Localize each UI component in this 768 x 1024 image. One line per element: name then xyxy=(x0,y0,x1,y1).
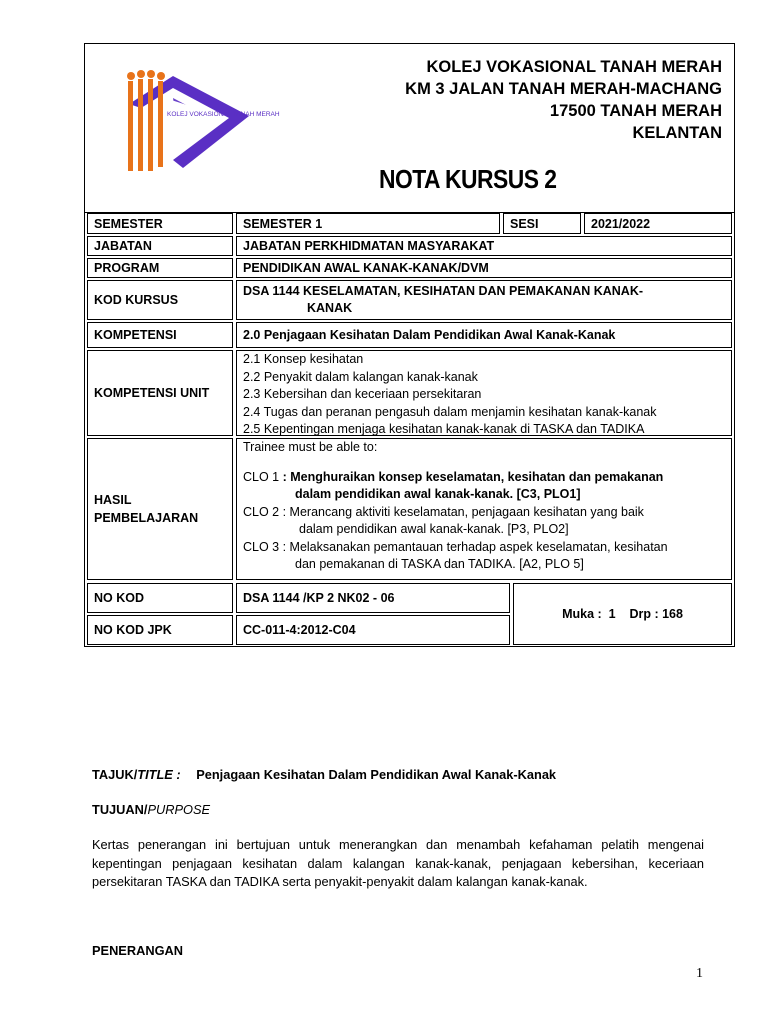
kod-kursus-value xyxy=(236,280,732,320)
list-item: 2.4 Tugas dan peranan pengasuh dalam menjamin kesihatan kanak-kanak xyxy=(243,404,657,419)
kompetensi-unit-label: KOMPETENSI UNIT xyxy=(87,350,233,436)
hasil-label-line-1: HASIL xyxy=(94,493,132,507)
college-street: KM 3 JALAN TANAH MERAH-MACHANG xyxy=(405,80,722,98)
college-state: KELANTAN xyxy=(632,124,722,142)
list-item: 2.2 Penyakit dalam kalangan kanak-kanak xyxy=(243,369,478,384)
program-value: PENDIDIKAN AWAL KANAK-KANAK/DVM xyxy=(236,258,732,278)
tajuk-line xyxy=(92,767,704,782)
sesi-value: 2021/2022 xyxy=(584,213,732,234)
kompetensi-unit-list xyxy=(236,350,732,436)
semester-label: SEMESTER xyxy=(87,213,233,234)
header xyxy=(85,44,734,213)
page-title: NOTA KURSUS 2 xyxy=(379,164,557,194)
program-label: PROGRAM xyxy=(87,258,233,278)
kod-kursus-line-1: DSA 1144 KESELAMATAN, KESIHATAN DAN PEMAKANAN KANAK- xyxy=(243,284,644,298)
tajuk-label: TAJUK/ xyxy=(92,767,138,782)
clo3-line-1: CLO 3 : Melaksanakan pemantauan terhadap aspek keselamatan, kesihatan xyxy=(243,539,668,554)
kod-kursus-line-2: KANAK xyxy=(307,301,353,315)
jabatan-label: JABATAN xyxy=(87,236,233,256)
clo2-line-1: CLO 2 : Merancang aktiviti keselamatan, penjagaan kesihatan yang baik xyxy=(243,504,644,519)
page-count: Muka : 1 Drp : 168 xyxy=(513,583,732,645)
no-kod-jpk-label: NO KOD JPK xyxy=(87,615,233,645)
clo1 xyxy=(243,469,725,487)
hasil-intro: Trainee must be able to: xyxy=(243,440,378,454)
college-logo xyxy=(119,64,280,174)
clo3-line-2: dan pemakanan di TASKA dan TADIKA. [A2, PLO 5] xyxy=(295,557,584,571)
purpose-paragraph: Kertas penerangan ini bertujuan untuk menerangkan dan menambah kefahaman pelatih mengenai kepentingan penjagaan kesihatan dalam kalangan kanak-kanak, penjagaan kebersihan, keceriaan persekitaran TASKA dan TADIKA serta penyakit-penyakit dalam kalangan kanak-kanak. xyxy=(92,837,704,889)
clo1-line-1: : Menghuraikan konsep keselamatan, kesihatan dan pemakanan xyxy=(282,469,664,484)
no-kod-value: DSA 1144 /KP 2 NK02 - 06 xyxy=(236,583,510,613)
hasil-label xyxy=(87,438,233,580)
tajuk-value: Penjagaan Kesihatan Dalam Pendidikan Awal Kanak-Kanak xyxy=(196,767,557,782)
course-note-frame xyxy=(84,43,735,647)
logo-text: KOLEJ VOKASIONAL TANAH MERAH xyxy=(167,111,280,118)
hasil-label-line-2: PEMBELAJARAN xyxy=(94,511,199,525)
clo1-prefix: CLO 1 xyxy=(243,469,283,484)
semester-value: SEMESTER 1 xyxy=(236,213,500,234)
college-postcode: 17500 TANAH MERAH xyxy=(549,102,722,120)
tujuan-label-en: PURPOSE xyxy=(147,802,211,817)
college-address xyxy=(405,56,722,144)
clo1-line-2: dalam pendidikan awal kanak-kanak. [C3, PLO1] xyxy=(295,487,581,501)
list-item: 2.5 Kepentingan menjaga kesihatan kanak-kanak di TASKA dan TADIKA xyxy=(243,422,645,436)
list-item: 2.1 Konsep kesihatan xyxy=(243,352,364,366)
kod-kursus-label: KOD KURSUS xyxy=(87,280,233,320)
clo2-line-2: dalam pendidikan awal kanak-kanak. [P3, PLO2] xyxy=(299,522,569,536)
hasil-content xyxy=(236,438,732,580)
tajuk-label-en: TITLE : xyxy=(137,767,181,782)
sesi-label: SESI xyxy=(503,213,581,234)
list-item: 2.3 Kebersihan dan keceriaan persekitaran xyxy=(243,387,482,401)
tujuan-heading xyxy=(92,802,704,817)
no-kod-label: NO KOD xyxy=(87,583,233,613)
kompetensi-label: KOMPETENSI xyxy=(87,322,233,348)
page-number: 1 xyxy=(696,966,703,981)
tujuan-label: TUJUAN/ xyxy=(92,802,148,817)
no-kod-jpk-value: CC-011-4:2012-C04 xyxy=(236,615,510,645)
penerangan-heading: PENERANGAN xyxy=(92,943,184,958)
kompetensi-value: 2.0 Penjagaan Kesihatan Dalam Pendidikan Awal Kanak-Kanak xyxy=(236,322,732,348)
college-name: KOLEJ VOKASIONAL TANAH MERAH xyxy=(426,58,722,76)
jabatan-value: JABATAN PERKHIDMATAN MASYARAKAT xyxy=(236,236,732,256)
